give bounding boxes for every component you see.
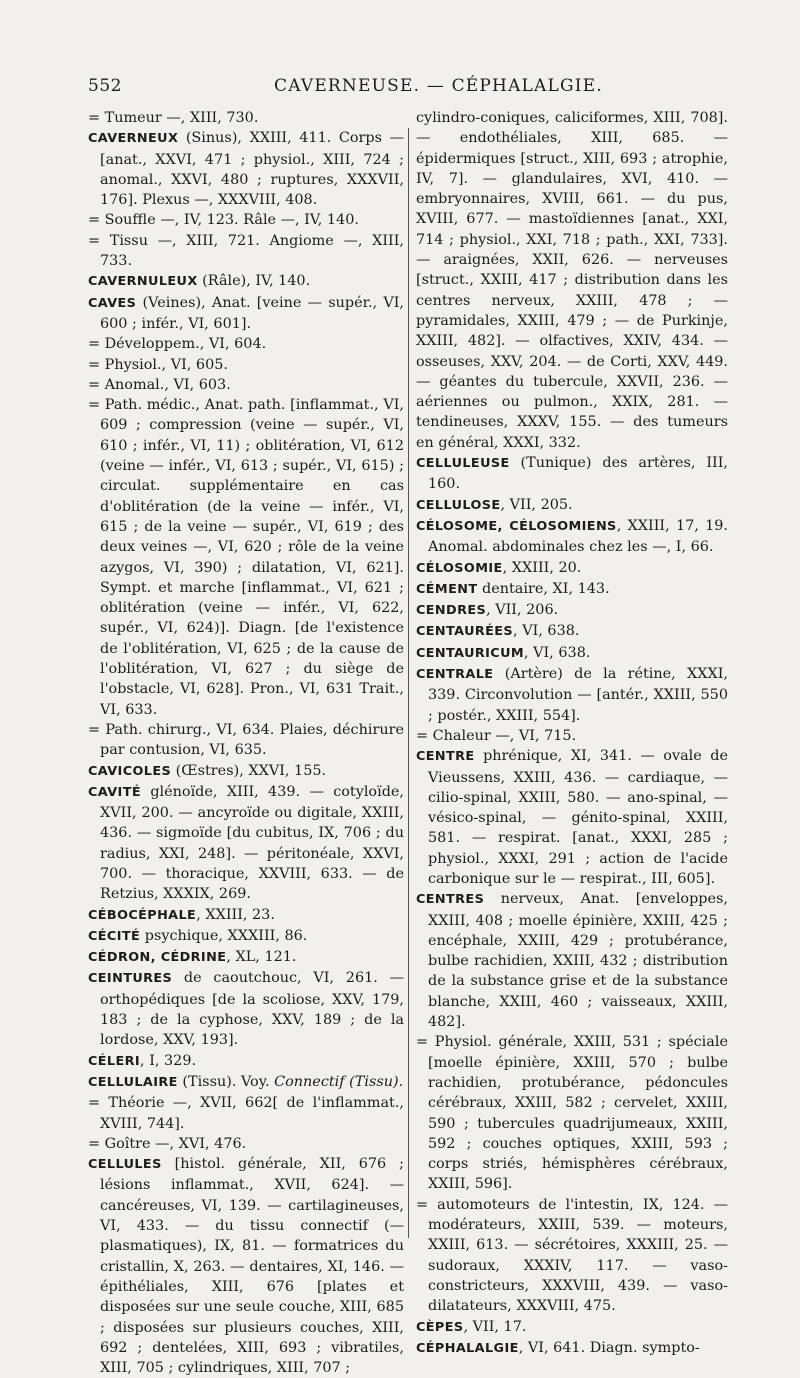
- entry-headword: CÉLOSOME, CÉLOSOMIENS: [416, 518, 617, 534]
- index-entry: [88, 293, 404, 335]
- index-entry: [88, 926, 404, 947]
- entry-text: (Artère) de la rétine, XXXI, 339. Circonvolution — [antér., XXIII, 550 ; postér., XXIII, 554].: [428, 666, 728, 724]
- index-entry: [88, 334, 404, 354]
- entry-text: = Souffle —, IV, 123. Râle —, IV, 140.: [88, 212, 359, 229]
- index-entry: [88, 108, 404, 128]
- entry-text: = Physiol. générale, XXIII, 531 ; spéciale [moelle épinière, XXIII, 570 ; bulbe rachidien, protubérance, pédoncules cérébraux, XXIII, 582 ; cervelet, XXIII, 590 ; tubercules quadrijumeaux, XXIII, 592 ; couches optiques, XXIII, 593 ; corps striés, hémisphères cérébraux, XXIII, 596].: [416, 1034, 728, 1193]
- entry-text: nerveux, Anat. [enveloppes, XXIII, 408 ; moelle épinière, XXIII, 425 ; encéphale, XXIII, 429 ; protubérance, bulbe rachidien, XXIII, 432 ; distribution de la substance grise et de la substance blanche, XXIII, 460 ; vaisseaux, XXIII, 482].: [428, 891, 728, 1031]
- entry-headword: CAVERNULEUX: [88, 274, 198, 290]
- entry-headword: CENDRES: [416, 603, 487, 619]
- entry-text: = Path. médic., Anat. path. [inflammat., VI, 609 ; compression (veine — supér., VI, 610 ; infér., VI, 11) ; oblitération, VI, 612 (veine — infér., VI, 613 ; supér., VI, 615) ; circulat. supplémentaire en cas d'oblitération (de la veine — infér., VI, 615 ; de la veine — supér., VI, 619 ; des deux veines —, VI, 620 ; rôle de la veine azygos, VI, 390) ; dilatation, VI, 621]. Sympt. et marche [inflammat., VI, 621 ; oblitération (veine — infér., VI, 622, supér., VI, 624)]. Diagn. [de l'existence de l'oblitération, VI, 625 ; de la cause de l'oblitération, VI, 627 ; du siège de l'obstacle, VI, 628]. Pron., VI, 631 Trait., VI, 633.: [88, 397, 404, 718]
- index-entry: [88, 1134, 404, 1154]
- entry-text: , XXIII, 23.: [196, 906, 275, 923]
- index-entry: [88, 1093, 404, 1134]
- index-entry: [416, 889, 728, 1032]
- index-entry: [416, 1032, 728, 1194]
- entry-headword: CENTRE: [416, 749, 475, 765]
- entry-text: (Sinus), XXIII, 411. Corps — [anat., XXVI, 471 ; physiol., XIII, 724 ; anomal., XXVI, 480 ; ruptures, XXXVII, 176]. Plexus —, XXXVIII, 408.: [100, 130, 404, 209]
- entry-text: de caoutchouc, VI, 261. — orthopédiques [de la scoliose, XXV, 179, 183 ; de la cyphose, XXV, 189 ; de la lordose, XXV, 193].: [100, 970, 404, 1049]
- entry-headword: CÉPHALALGIE: [416, 1340, 519, 1356]
- running-title: CAVERNEUSE. — CÉPHALALGIE.: [274, 76, 603, 96]
- entry-text: = automoteurs de l'intestin, IX, 124. — modérateurs, XXIII, 539. — moteurs, XXIII, 613. — sécrétoires, XXXIII, 25. — sudoraux, XXXIV, 117. — vaso-constricteurs, XXXVIII, 439. — vaso-dilatateurs, XXXVIII, 475.: [416, 1196, 728, 1315]
- index-entry: [88, 782, 404, 905]
- page-number: 552: [88, 76, 122, 96]
- index-entry: [88, 128, 404, 210]
- entry-text: = Anomal., VI, 603.: [88, 376, 231, 393]
- entry-headword: CÉLOSOMIE: [416, 560, 503, 576]
- right-column: [416, 108, 728, 1359]
- entry-headword: CELLULOSE: [416, 497, 501, 513]
- entry-text: [histol. générale, XII, 676 ; lésions inflammat., XVII, 624]. — cancéreuses, VI, 139. — cartilagineuses, VI, 433. — du tissu connectif (— plasmatiques), IX, 81. — formatrices du cristallin, X, 263. — dentaires, XI, 146. — épithéliales, XIII, 676 [plates et disposées sur une seule couche, XIII, 685 ; disposées sur plusieurs couches, XIII, 692 ; dentelées, XIII, 693 ; vibratiles, XIII, 705 ; cylindriques, XIII, 707 ;: [100, 1156, 404, 1377]
- entry-text: , VII, 206.: [486, 602, 559, 619]
- index-entry: [88, 395, 404, 720]
- index-entry: [416, 621, 728, 642]
- entry-text: , VI, 638.: [513, 623, 580, 640]
- index-entry: [416, 726, 728, 746]
- entry-headword: CAVERNEUX: [88, 131, 179, 147]
- index-entry: [88, 1154, 404, 1378]
- entry-text: (Tissu). Voy.: [177, 1073, 275, 1090]
- entry-tail: .: [398, 1073, 404, 1090]
- entry-text: (Tunique) des artères, III, 160.: [428, 455, 728, 493]
- index-entry: [416, 579, 728, 600]
- entry-headword: CENTAURICUM: [416, 645, 525, 661]
- entry-headword: CELLULES: [88, 1157, 162, 1173]
- entry-text: cylindro-coniques, caliciformes, XIII, 708]. — endothéliales, XIII, 685. — épidermiques [struct., XIII, 693 ; atrophie, IV, 7]. — glandulaires, XVI, 410. — embryonnaires, XVIII, 661. — du pus, XVIII, 677. — mastoïdiennes [anat., XXI, 714 ; physiol., XXI, 718 ; path., XXI, 733]. — araignées, XXII, 626. — nerveuses [struct., XXIII, 417 ; distribution dans les centres nerveux, XXIII, 478 ; — pyramidales, XXIII, 479 ; — de Purkinje, XXIII, 482]. — olfactives, XXIV, 434. — osseuses, XXV, 204. — de Corti, XXV, 449. — géantes du tubercule, XXVII, 236. — aériennes ou pulmon., XXIX, 281. — tendineuses, XXXV, 155. — des tumeurs en général, XXXI, 332.: [416, 110, 728, 451]
- index-entry: [416, 1338, 728, 1359]
- entry-text: (Œstres), XXVI, 155.: [171, 762, 327, 779]
- entry-headword: CÉMENT: [416, 581, 478, 597]
- entry-text: , VI, 638.: [524, 644, 591, 661]
- entry-text: = Tissu —, XIII, 721. Angiome —, XIII, 733.: [88, 232, 404, 270]
- entry-text: , XL, 121.: [226, 949, 297, 966]
- entry-headword: CAVITÉ: [88, 784, 141, 800]
- entry-italic-text: Connectif (Tissu): [274, 1073, 399, 1090]
- entry-headword: CENTAURÉES: [416, 624, 514, 640]
- entry-text: , VI, 641. Diagn. sympto-: [518, 1339, 700, 1356]
- index-entry: [88, 1051, 404, 1072]
- entry-text: = Développem., VI, 604.: [88, 336, 267, 353]
- entry-text: = Path. chirurg., VI, 634. Plaies, déchirure par contusion, VI, 635.: [88, 721, 404, 759]
- entry-text: , XXIII, 20.: [502, 559, 582, 576]
- entry-text: , XXIII, 17, 19. Anomal. abdominales chez les —, I, 66.: [428, 517, 729, 556]
- index-entry: [88, 720, 404, 761]
- entry-headword: CÉBOCÉPHALE: [88, 907, 197, 923]
- index-entry: [88, 271, 404, 292]
- index-entry: [416, 664, 728, 726]
- entry-headword: CÉDRON, CÉDRINE: [88, 950, 227, 966]
- index-entry: [88, 905, 404, 926]
- index-entry: [88, 947, 404, 968]
- index-entry: [88, 231, 404, 272]
- entry-text: (Veines), Anat. [veine — supér., VI, 600 ; infér., VI, 601].: [100, 294, 404, 332]
- entry-headword: CEINTURES: [88, 971, 173, 987]
- left-column: [88, 108, 404, 1378]
- entry-text: (Râle), IV, 140.: [197, 273, 311, 290]
- entry-text: = Goître —, XVI, 476.: [88, 1135, 247, 1152]
- index-entry: [88, 968, 404, 1050]
- entry-headword: CENTRES: [416, 892, 485, 908]
- entry-text: = Tumeur —, XIII, 730.: [88, 110, 259, 126]
- index-entry: [88, 761, 404, 782]
- entry-headword: CÉCITÉ: [88, 928, 141, 944]
- entry-headword: CELLULEUSE: [416, 456, 510, 472]
- entry-text: glénoïde, XIII, 439. — cotyloïde, XVII, 200. — ancyroïde ou digitale, XXIII, 436. — sigmoïde [du cubitus, IX, 706 ; du radius, XXI, 248]. — péritonéale, XXVI, 700. — thoracique, XXVIII, 633. — de Retzius, XXXIX, 269.: [100, 783, 404, 903]
- index-entry: [88, 355, 404, 375]
- index-entry: [416, 558, 728, 579]
- entry-headword: CÈPES: [416, 1319, 464, 1335]
- entry-text: , VII, 205.: [500, 496, 573, 513]
- index-entry: [88, 210, 404, 230]
- index-entry: [416, 495, 728, 516]
- entry-headword: CELLULAIRE: [88, 1074, 178, 1090]
- column-divider: [408, 128, 409, 1238]
- entry-text: , I, 329.: [140, 1052, 197, 1069]
- entry-headword: CAVES: [88, 295, 137, 311]
- entry-headword: CÉLERI: [88, 1053, 141, 1069]
- entry-text: = Chaleur —, VI, 715.: [416, 727, 577, 744]
- entry-headword: CENTRALE: [416, 667, 494, 683]
- entry-text: phrénique, XI, 341. — ovale de Vieussens, XXIII, 436. — cardiaque, — cilio-spinal, XXIII, 580. — ano-spinal, — vésico-spinal, — génito-spinal, XXIII, 581. — respirat. [anat., XXXI, 285 ; physiol., XXXI, 291 ; action de l'acide carbonique sur le — respirat., III, 605].: [428, 748, 728, 887]
- index-entry: [416, 600, 728, 621]
- entry-text: dentaire, XI, 143.: [477, 580, 610, 597]
- index-entry: [416, 643, 728, 664]
- index-entry: [88, 1072, 404, 1093]
- index-entry: [416, 1317, 728, 1338]
- index-entry: [416, 108, 728, 453]
- index-entry: [416, 1195, 728, 1317]
- entry-headword: CAVICOLES: [88, 763, 172, 779]
- index-entry: [88, 375, 404, 395]
- entry-text: , VII, 17.: [463, 1318, 527, 1335]
- index-entry: [416, 453, 728, 495]
- index-entry: [416, 516, 728, 558]
- entry-text: psychique, XXXIII, 86.: [140, 927, 308, 944]
- index-entry: [416, 746, 728, 889]
- entry-text: = Théorie —, XVII, 662[ de l'inflammat., XVIII, 744].: [88, 1095, 404, 1132]
- entry-text: = Physiol., VI, 605.: [88, 356, 228, 373]
- page-header: [88, 76, 722, 100]
